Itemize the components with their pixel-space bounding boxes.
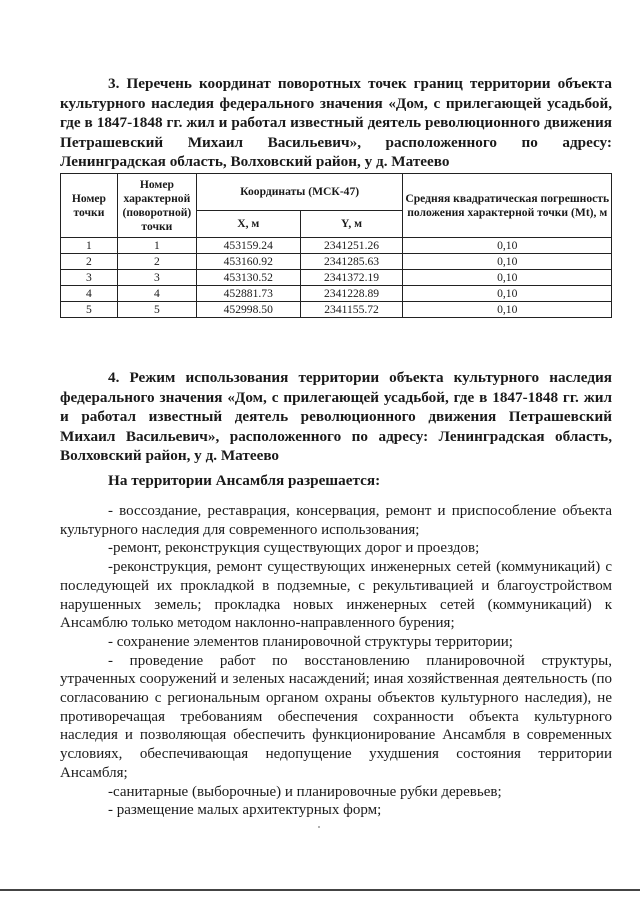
list-item: - воссоздание, реставрация, консервация, ремонт и приспособление объекта культурного наследия для современного использования;: [60, 503, 612, 538]
list-item: - сохранение элементов планировочной структуры территории;: [108, 633, 513, 650]
cell-error: 0,10: [403, 302, 612, 318]
allowed-activities-list: [60, 502, 612, 820]
cell-y: 2341285.63: [300, 254, 403, 270]
header-point-number: Номер точки: [61, 174, 118, 238]
list-item: -реконструкция, ремонт существующих инженерных сетей (коммуникаций) с последующей их прокладкой в подземные, с рекультивацией и благоустройством нарушенных земель; прокладка новых инженерных сетей (коммуникаций) к Ансамблю только методом наклонно-направленного бурения;: [60, 559, 612, 632]
cell-error: 0,10: [403, 286, 612, 302]
cell-point-number: 4: [61, 286, 118, 302]
cell-x: 453160.92: [196, 254, 300, 270]
coordinates-table: [60, 173, 612, 318]
cell-x: 453130.52: [196, 270, 300, 286]
header-mean-square-error: Средняя квадратическая погрешность положения характерной точки (Mt), м: [403, 174, 612, 238]
cell-point-number: 1: [61, 238, 118, 254]
cell-char-point: 1: [117, 238, 196, 254]
table-row: [61, 302, 612, 318]
header-x: X, м: [196, 211, 300, 238]
cell-y: 2341155.72: [300, 302, 403, 318]
section-3-heading: 3. Перечень координат поворотных точек границ территории объекта культурного наследия федерального значения «Дом, с прилегающей усадьбой, где в 1847-1848 гг. жил и работал известный деятель революционного движения Петрашевский Михаил Васильевич», расположенного по адресу: Ленинградская область, Волховский район, у д. Матеево: [60, 75, 612, 170]
section-4-heading: 4. Режим использования территории объекта культурного наследия федерального значения «Дом, с прилегающей усадьбой, где в 1847-1848 гг. жил и работал известный деятель революционного движения Петрашевский Михаил Васильевич», расположенного по адресу: Ленинградская область, Волховский район, у д. Матеево: [60, 369, 612, 464]
cell-y: 2341251.26: [300, 238, 403, 254]
cell-point-number: 2: [61, 254, 118, 270]
cell-error: 0,10: [403, 238, 612, 254]
allowed-activities-heading: На территории Ансамбля разрешается:: [108, 472, 381, 489]
cell-point-number: 5: [61, 302, 118, 318]
cell-x: 452881.73: [196, 286, 300, 302]
header-y: Y, м: [300, 211, 403, 238]
table-row: [61, 254, 612, 270]
header-coordinates: Координаты (МСК-47): [196, 174, 403, 211]
table-row: [61, 286, 612, 302]
list-item: -ремонт, реконструкция существующих дорог и проездов;: [108, 540, 480, 557]
list-item: - размещение малых архитектурных форм;: [108, 802, 382, 819]
cell-point-number: 3: [61, 270, 118, 286]
cell-x: 453159.24: [196, 238, 300, 254]
cell-error: 0,10: [403, 254, 612, 270]
cell-x: 452998.50: [196, 302, 300, 318]
table-row: [61, 270, 612, 286]
table-row: [61, 238, 612, 254]
cell-char-point: 2: [117, 254, 196, 270]
cell-y: 2341372.19: [300, 270, 403, 286]
cell-error: 0,10: [403, 270, 612, 286]
cell-char-point: 5: [117, 302, 196, 318]
header-characteristic-point-number: Номер характерной (поворотной) точки: [117, 174, 196, 238]
list-item: - проведение работ по восстановлению планировочной структуры, утраченных сооружений и зеленых насаждений; иная хозяйственная деятельность (по согласованию с региональным органом охраны объектов культурного наследия), не противоречащая требованиям обеспечения сохранности объекта культурного наследия и позволяющая обеспечить функционирование Ансамбля в современных условиях, обеспечивающая недопущение ухудшения состояния территории Ансамбля;: [60, 652, 612, 781]
page-bottom-edge: [0, 889, 640, 891]
scan-speck: [318, 826, 320, 828]
cell-char-point: 4: [117, 286, 196, 302]
cell-y: 2341228.89: [300, 286, 403, 302]
list-item: -санитарные (выборочные) и планировочные рубки деревьев;: [108, 783, 502, 800]
cell-char-point: 3: [117, 270, 196, 286]
